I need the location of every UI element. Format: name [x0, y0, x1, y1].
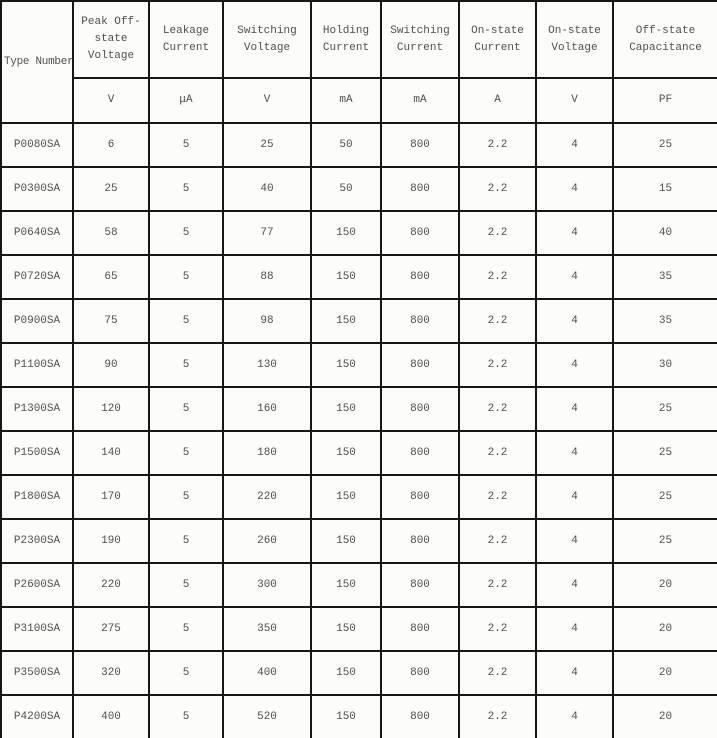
value-cell: 20 — [613, 651, 717, 695]
type-number-cell: P0900SA — [1, 299, 73, 343]
value-cell: 400 — [73, 695, 149, 738]
table-row — [1, 299, 717, 343]
value-cell: 800 — [381, 211, 459, 255]
value-cell: 30 — [613, 343, 717, 387]
value-cell: 2.2 — [459, 343, 536, 387]
unit-on-state-voltage: V — [536, 78, 613, 123]
column-header-on-state-voltage: On-state Voltage — [536, 1, 613, 78]
value-cell: 50 — [311, 123, 381, 167]
value-cell: 220 — [73, 563, 149, 607]
value-cell: 4 — [536, 695, 613, 738]
type-number-cell: P0080SA — [1, 123, 73, 167]
value-cell: 4 — [536, 387, 613, 431]
type-number-cell: P0640SA — [1, 211, 73, 255]
value-cell: 800 — [381, 123, 459, 167]
unit-peak-off-state-voltage: V — [73, 78, 149, 123]
value-cell: 275 — [73, 607, 149, 651]
value-cell: 2.2 — [459, 563, 536, 607]
value-cell: 20 — [613, 563, 717, 607]
value-cell: 150 — [311, 343, 381, 387]
value-cell: 4 — [536, 431, 613, 475]
value-cell: 320 — [73, 651, 149, 695]
value-cell: 4 — [536, 475, 613, 519]
value-cell: 800 — [381, 343, 459, 387]
value-cell: 5 — [149, 519, 223, 563]
value-cell: 5 — [149, 211, 223, 255]
value-cell: 58 — [73, 211, 149, 255]
type-number-cell: P1100SA — [1, 343, 73, 387]
table-row — [1, 607, 717, 651]
value-cell: 800 — [381, 651, 459, 695]
header-row-labels — [1, 1, 717, 78]
value-cell: 5 — [149, 607, 223, 651]
value-cell: 4 — [536, 299, 613, 343]
value-cell: 150 — [311, 563, 381, 607]
type-number-cell: P1800SA — [1, 475, 73, 519]
column-header-switching-voltage: Switching Voltage — [223, 1, 311, 78]
value-cell: 4 — [536, 607, 613, 651]
value-cell: 5 — [149, 695, 223, 738]
value-cell: 75 — [73, 299, 149, 343]
value-cell: 65 — [73, 255, 149, 299]
column-header-leakage-current: Leakage Current — [149, 1, 223, 78]
value-cell: 400 — [223, 651, 311, 695]
value-cell: 4 — [536, 167, 613, 211]
unit-off-state-capacitance: PF — [613, 78, 717, 123]
value-cell: 160 — [223, 387, 311, 431]
table-header — [1, 1, 717, 123]
value-cell: 220 — [223, 475, 311, 519]
value-cell: 5 — [149, 475, 223, 519]
column-header-peak-off-state-voltage: Peak Off-state Voltage — [73, 1, 149, 78]
value-cell: 180 — [223, 431, 311, 475]
table-row — [1, 167, 717, 211]
value-cell: 35 — [613, 299, 717, 343]
value-cell: 4 — [536, 255, 613, 299]
value-cell: 25 — [613, 475, 717, 519]
value-cell: 20 — [613, 607, 717, 651]
value-cell: 40 — [613, 211, 717, 255]
value-cell: 50 — [311, 167, 381, 211]
type-number-cell: P3100SA — [1, 607, 73, 651]
type-number-cell: P0720SA — [1, 255, 73, 299]
value-cell: 800 — [381, 563, 459, 607]
table-row — [1, 475, 717, 519]
value-cell: 2.2 — [459, 607, 536, 651]
type-number-cell: P2300SA — [1, 519, 73, 563]
value-cell: 4 — [536, 211, 613, 255]
value-cell: 2.2 — [459, 519, 536, 563]
value-cell: 88 — [223, 255, 311, 299]
value-cell: 5 — [149, 123, 223, 167]
value-cell: 5 — [149, 387, 223, 431]
value-cell: 140 — [73, 431, 149, 475]
value-cell: 25 — [73, 167, 149, 211]
value-cell: 260 — [223, 519, 311, 563]
value-cell: 35 — [613, 255, 717, 299]
table-row — [1, 123, 717, 167]
value-cell: 5 — [149, 343, 223, 387]
value-cell: 2.2 — [459, 167, 536, 211]
value-cell: 2.2 — [459, 211, 536, 255]
value-cell: 2.2 — [459, 123, 536, 167]
value-cell: 2.2 — [459, 651, 536, 695]
value-cell: 150 — [311, 475, 381, 519]
value-cell: 25 — [613, 519, 717, 563]
value-cell: 150 — [311, 387, 381, 431]
value-cell: 25 — [223, 123, 311, 167]
value-cell: 2.2 — [459, 431, 536, 475]
table-row — [1, 211, 717, 255]
value-cell: 130 — [223, 343, 311, 387]
value-cell: 150 — [311, 255, 381, 299]
value-cell: 150 — [311, 651, 381, 695]
value-cell: 150 — [311, 607, 381, 651]
value-cell: 2.2 — [459, 255, 536, 299]
unit-switching-voltage: V — [223, 78, 311, 123]
value-cell: 350 — [223, 607, 311, 651]
value-cell: 150 — [311, 519, 381, 563]
value-cell: 120 — [73, 387, 149, 431]
table-row — [1, 343, 717, 387]
column-header-type-number: Type Number — [1, 1, 73, 123]
unit-on-state-current: A — [459, 78, 536, 123]
type-number-cell: P0300SA — [1, 167, 73, 211]
value-cell: 90 — [73, 343, 149, 387]
value-cell: 800 — [381, 387, 459, 431]
table-row — [1, 563, 717, 607]
value-cell: 25 — [613, 123, 717, 167]
unit-leakage-current: μA — [149, 78, 223, 123]
column-header-switching-current: Switching Current — [381, 1, 459, 78]
value-cell: 5 — [149, 299, 223, 343]
value-cell: 25 — [613, 387, 717, 431]
table-body — [1, 123, 717, 738]
table-row — [1, 695, 717, 738]
table-row — [1, 519, 717, 563]
value-cell: 150 — [311, 211, 381, 255]
value-cell: 800 — [381, 431, 459, 475]
type-number-cell: P1500SA — [1, 431, 73, 475]
value-cell: 15 — [613, 167, 717, 211]
value-cell: 190 — [73, 519, 149, 563]
value-cell: 800 — [381, 607, 459, 651]
type-number-cell: P4200SA — [1, 695, 73, 738]
value-cell: 800 — [381, 475, 459, 519]
value-cell: 800 — [381, 519, 459, 563]
value-cell: 150 — [311, 299, 381, 343]
value-cell: 4 — [536, 123, 613, 167]
value-cell: 6 — [73, 123, 149, 167]
value-cell: 20 — [613, 695, 717, 738]
table-row — [1, 431, 717, 475]
value-cell: 300 — [223, 563, 311, 607]
value-cell: 150 — [311, 695, 381, 738]
header-row-units — [1, 78, 717, 123]
value-cell: 98 — [223, 299, 311, 343]
value-cell: 5 — [149, 431, 223, 475]
type-number-cell: P2600SA — [1, 563, 73, 607]
value-cell: 800 — [381, 695, 459, 738]
column-header-off-state-capacitance: Off-state Capacitance — [613, 1, 717, 78]
value-cell: 800 — [381, 167, 459, 211]
value-cell: 2.2 — [459, 299, 536, 343]
value-cell: 2.2 — [459, 695, 536, 738]
table-row — [1, 651, 717, 695]
value-cell: 5 — [149, 255, 223, 299]
value-cell: 4 — [536, 519, 613, 563]
value-cell: 150 — [311, 431, 381, 475]
unit-switching-current: mA — [381, 78, 459, 123]
value-cell: 2.2 — [459, 475, 536, 519]
value-cell: 5 — [149, 651, 223, 695]
type-number-cell: P1300SA — [1, 387, 73, 431]
type-number-cell: P3500SA — [1, 651, 73, 695]
unit-holding-current: mA — [311, 78, 381, 123]
value-cell: 170 — [73, 475, 149, 519]
value-cell: 520 — [223, 695, 311, 738]
table-row — [1, 255, 717, 299]
value-cell: 5 — [149, 563, 223, 607]
table-row — [1, 387, 717, 431]
column-header-holding-current: Holding Current — [311, 1, 381, 78]
value-cell: 800 — [381, 299, 459, 343]
value-cell: 800 — [381, 255, 459, 299]
value-cell: 2.2 — [459, 387, 536, 431]
value-cell: 4 — [536, 563, 613, 607]
value-cell: 77 — [223, 211, 311, 255]
value-cell: 4 — [536, 651, 613, 695]
value-cell: 5 — [149, 167, 223, 211]
column-header-on-state-current: On-state Current — [459, 1, 536, 78]
value-cell: 4 — [536, 343, 613, 387]
value-cell: 40 — [223, 167, 311, 211]
value-cell: 25 — [613, 431, 717, 475]
